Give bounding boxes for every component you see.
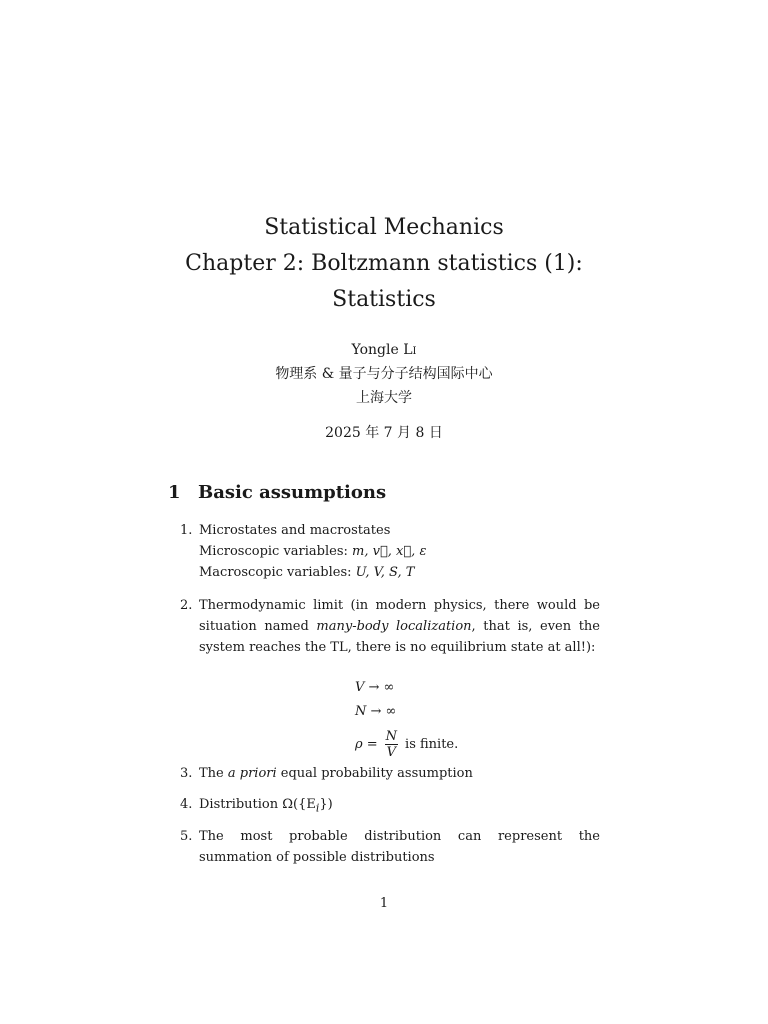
microscopic-label: Microscopic variables: [199, 544, 353, 559]
author-institution: 上海大学 [356, 390, 412, 406]
author-affiliation: 物理系 & 量子与分子结构国际中心 [275, 366, 493, 382]
list-item-index: 4. [180, 797, 193, 812]
list-item-line: Microstates and macrostates [199, 523, 391, 538]
text-segment: , that is, even the system reaches the TL, there is no equilibrium state at all!): [199, 619, 600, 655]
list-item-5 [180, 826, 600, 868]
equation-block [355, 676, 458, 764]
text-segment: Distribution Ω({E [199, 797, 316, 812]
list-item-3 [180, 763, 600, 784]
list-item-text [199, 763, 600, 784]
section-title: Basic assumptions [198, 482, 387, 503]
equation-density [355, 724, 458, 764]
author-block [0, 338, 768, 410]
text-segment: equal probability assumption [276, 766, 473, 781]
microscopic-vars: m, v⃗, x⃗, ε [352, 544, 427, 559]
density-lhs: ρ = [355, 736, 378, 752]
list-item-text [199, 794, 600, 819]
equation-particle-limit: N → ∞ [355, 704, 397, 719]
list-item-text: The most probable distribution can represent the summation of possible distributions [199, 829, 600, 865]
fraction-numerator: N [385, 728, 398, 744]
macroscopic-variables [199, 562, 600, 583]
emphasis-text: a priori [227, 766, 277, 781]
list-item-index: 3. [180, 766, 193, 781]
text-segment: Thermodynamic limit (in modern physics, there would be situation named [199, 598, 600, 634]
title-line-2: Chapter 2: Boltzmann statistics (1): [185, 251, 583, 276]
section-number: 1 [168, 482, 181, 503]
author-last-name: Li [403, 342, 417, 358]
list-item-text [199, 595, 600, 658]
density-fraction [384, 729, 399, 760]
author-name [0, 338, 768, 362]
section-heading [168, 482, 386, 503]
list-item-2 [180, 595, 600, 658]
author-first-name: Yongle [351, 342, 399, 358]
list-item-4 [180, 794, 600, 819]
list-item-index: 1. [180, 523, 193, 538]
macroscopic-label: Macroscopic variables: [199, 565, 356, 580]
microscopic-variables [199, 541, 600, 562]
equation-volume-limit: V → ∞ [355, 680, 395, 695]
emphasis-text: many-body localization [316, 619, 472, 634]
list-item-index: 2. [180, 598, 193, 613]
title-line-1: Statistical Mechanics [264, 215, 504, 240]
title-line-3: Statistics [332, 287, 436, 312]
title-block [0, 210, 768, 318]
list-item-1 [180, 520, 600, 583]
document-date: 2025 年 7 月 8 日 [325, 425, 443, 441]
density-rhs: is finite. [405, 736, 459, 752]
page-number: 1 [379, 896, 389, 911]
subscript-index: i [315, 801, 320, 815]
text-segment: The [199, 766, 228, 781]
list-item-index: 5. [180, 829, 193, 844]
macroscopic-vars: U, V, S, T [355, 565, 415, 580]
text-segment: }) [319, 797, 333, 812]
fraction-denominator: V [386, 744, 397, 760]
